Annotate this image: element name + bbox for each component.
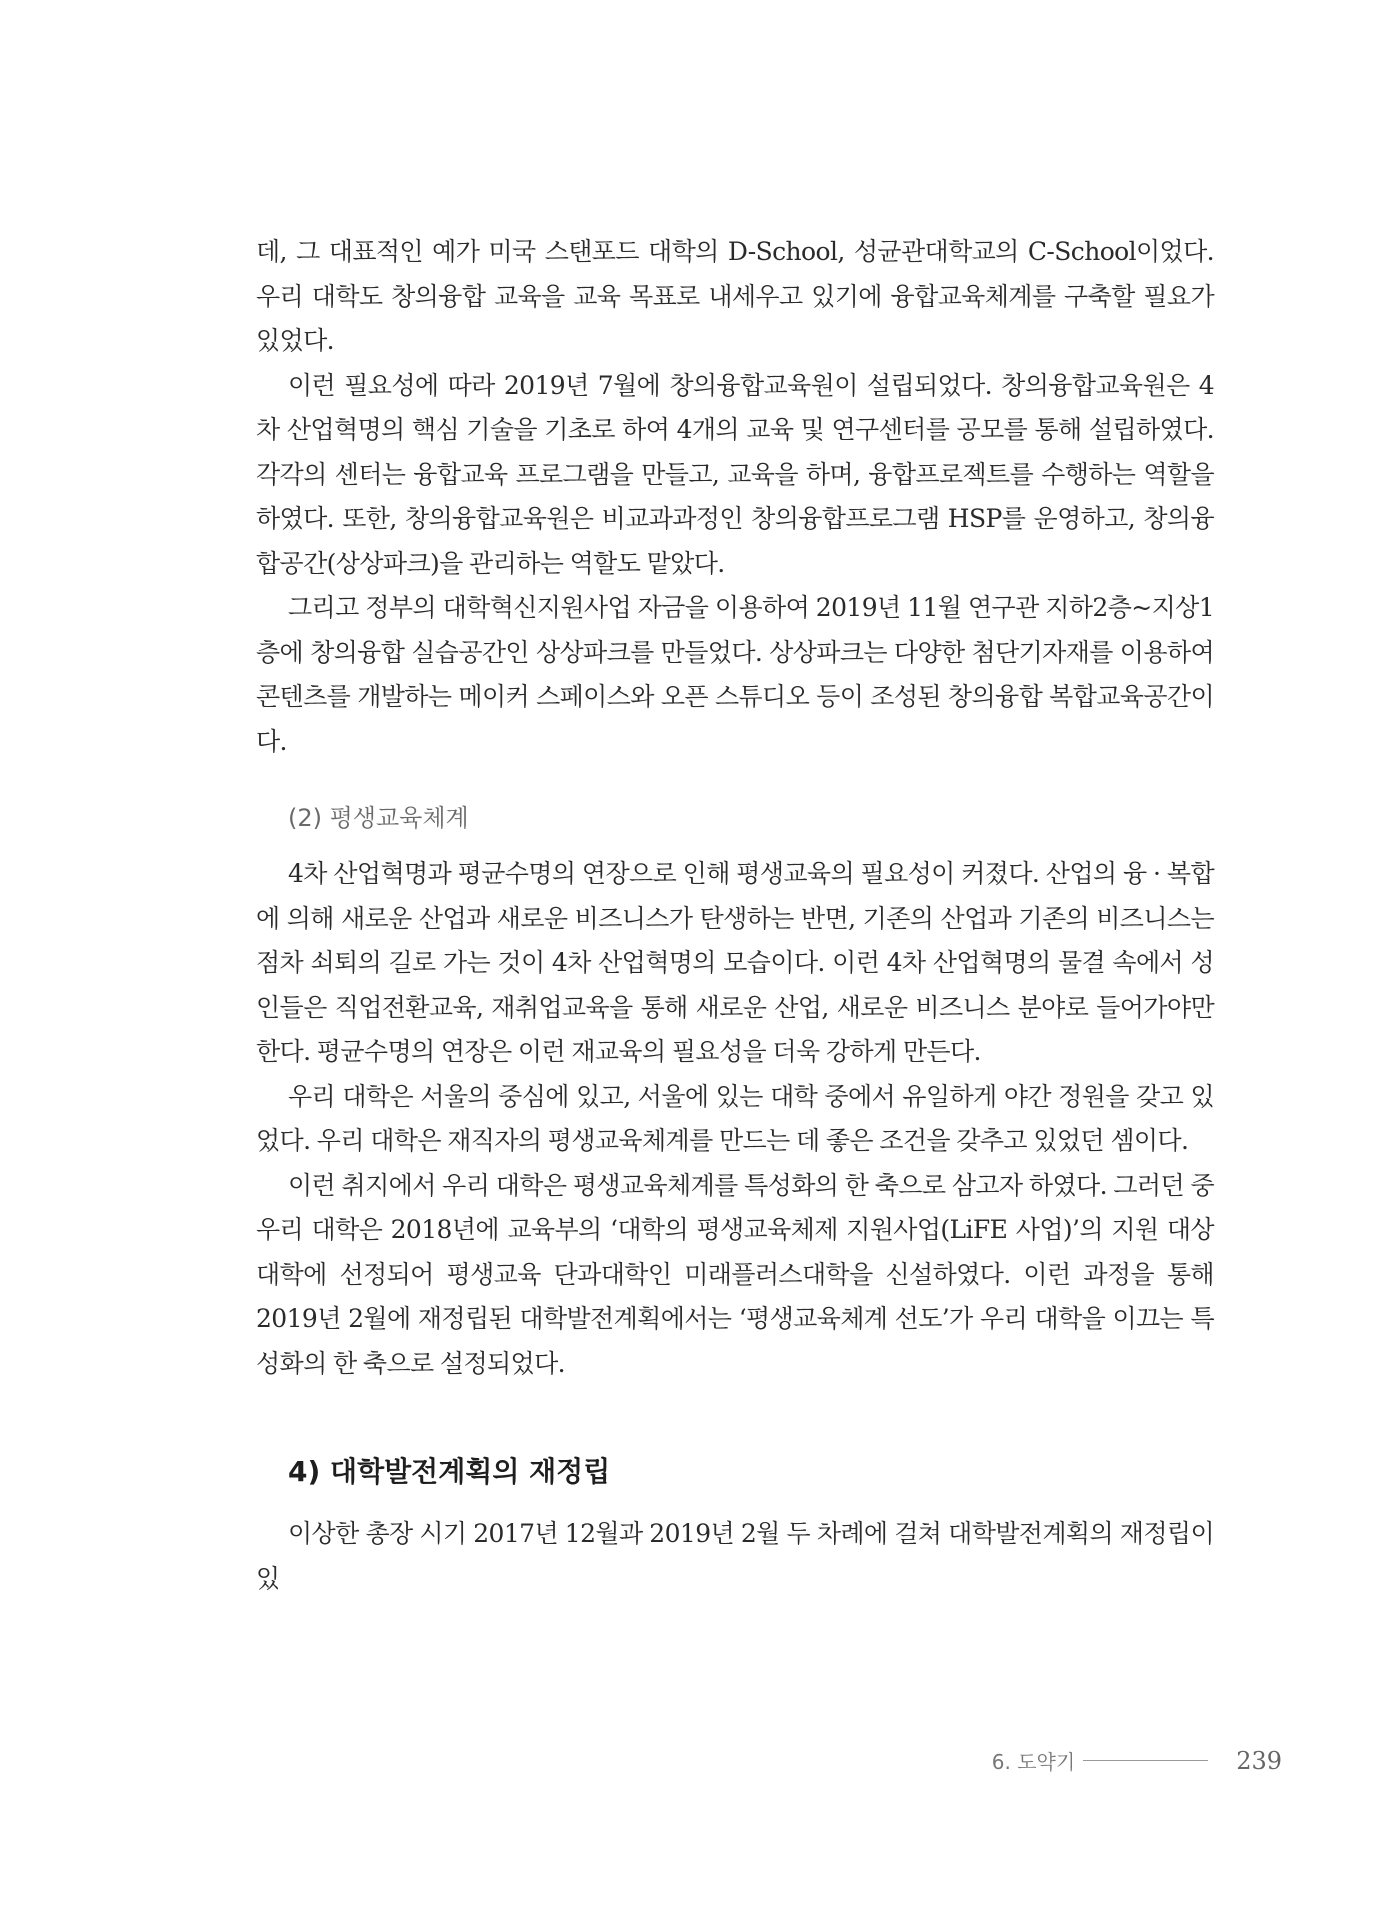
page-footer [992, 1746, 1282, 1775]
paragraph: 그리고 정부의 대학혁신지원사업 자금을 이용하여 2019년 11월 연구관 지하2층~지상1층에 창의융합 실습공간인 상상파크를 만들었다. 상상파크는 다양한 첨단기자재를 이용하여 콘텐츠를 개발하는 메이커 스페이스와 오픈 스튜디오 등이 조성된 창의융합 복합교육공간이다. [256, 593, 1214, 756]
paragraph: 이런 취지에서 우리 대학은 평생교육체계를 특성화의 한 축으로 삼고자 하였다. 그러던 중 우리 대학은 2018년에 교육부의 ‘대학의 평생교육체제 지원사업(LiFE 사업)’의 지원 대상 대학에 선정되어 평생교육 단과대학인 미래플러스대학을 신설하였다. 이런 과정을 통해 2019년 2월에 재정립된 대학발전계획에서는 ‘평생교육체계 선도’가 우리 대학을 이끄는 특성화의 한 축으로 설정되었다. [256, 1170, 1214, 1378]
footer-chapter-title: 6. 도약기 [991, 1750, 1076, 1774]
page-body [256, 230, 1214, 1601]
paragraph: 우리 대학은 서울의 중심에 있고, 서울에 있는 대학 중에서 유일하게 야간 정원을 갖고 있었다. 우리 대학은 재직자의 평생교육체계를 만드는 데 좋은 조건을 갖추고 있었던 셈이다. [256, 1081, 1214, 1155]
paragraph: 4차 산업혁명과 평균수명의 연장으로 인해 평생교육의 필요성이 커졌다. 산업의 융 · 복합에 의해 새로운 산업과 새로운 비즈니스가 탄생하는 반면, 기존의 산업과 기존의 비즈니스는 점차 쇠퇴의 길로 가는 것이 4차 산업혁명의 모습이다. 이런 4차 산업혁명의 물결 속에서 성인들은 직업전환교육, 재취업교육을 통해 새로운 산업, 새로운 비즈니스 분야로 들어가야만 한다. 평균수명의 연장은 이런 재교육의 필요성을 더욱 강하게 만든다. [256, 859, 1214, 1066]
subsection-heading: (2) 평생교육체계 [288, 804, 469, 832]
footer-divider [1083, 1760, 1208, 1761]
paragraph: 데, 그 대표적인 예가 미국 스탠포드 대학의 D-School, 성균관대학교의 C-School이었다. 우리 대학도 창의융합 교육을 교육 목표로 내세우고 있기에 융합교육체계를 구축할 필요가 있었다. [256, 237, 1214, 355]
paragraph: 이런 필요성에 따라 2019년 7월에 창의융합교육원이 설립되었다. 창의융합교육원은 4차 산업혁명의 핵심 기술을 기초로 하여 4개의 교육 및 연구센터를 공모를 통해 설립하였다. 각각의 센터는 융합교육 프로그램을 만들고, 교육을 하며, 융합프로젝트를 수행하는 역할을 하였다. 또한, 창의융합교육원은 비교과과정인 창의융합프로그램 HSP를 운영하고, 창의융합공간(상상파크)을 관리하는 역할도 맡았다. [256, 370, 1214, 578]
section-heading: 4) 대학발전계획의 재정립 [288, 1455, 611, 1488]
paragraph: 이상한 총장 시기 2017년 12월과 2019년 2월 두 차례에 걸쳐 대학발전계획의 재정립이 있 [256, 1519, 1214, 1593]
page-number: 239 [1236, 1746, 1282, 1775]
